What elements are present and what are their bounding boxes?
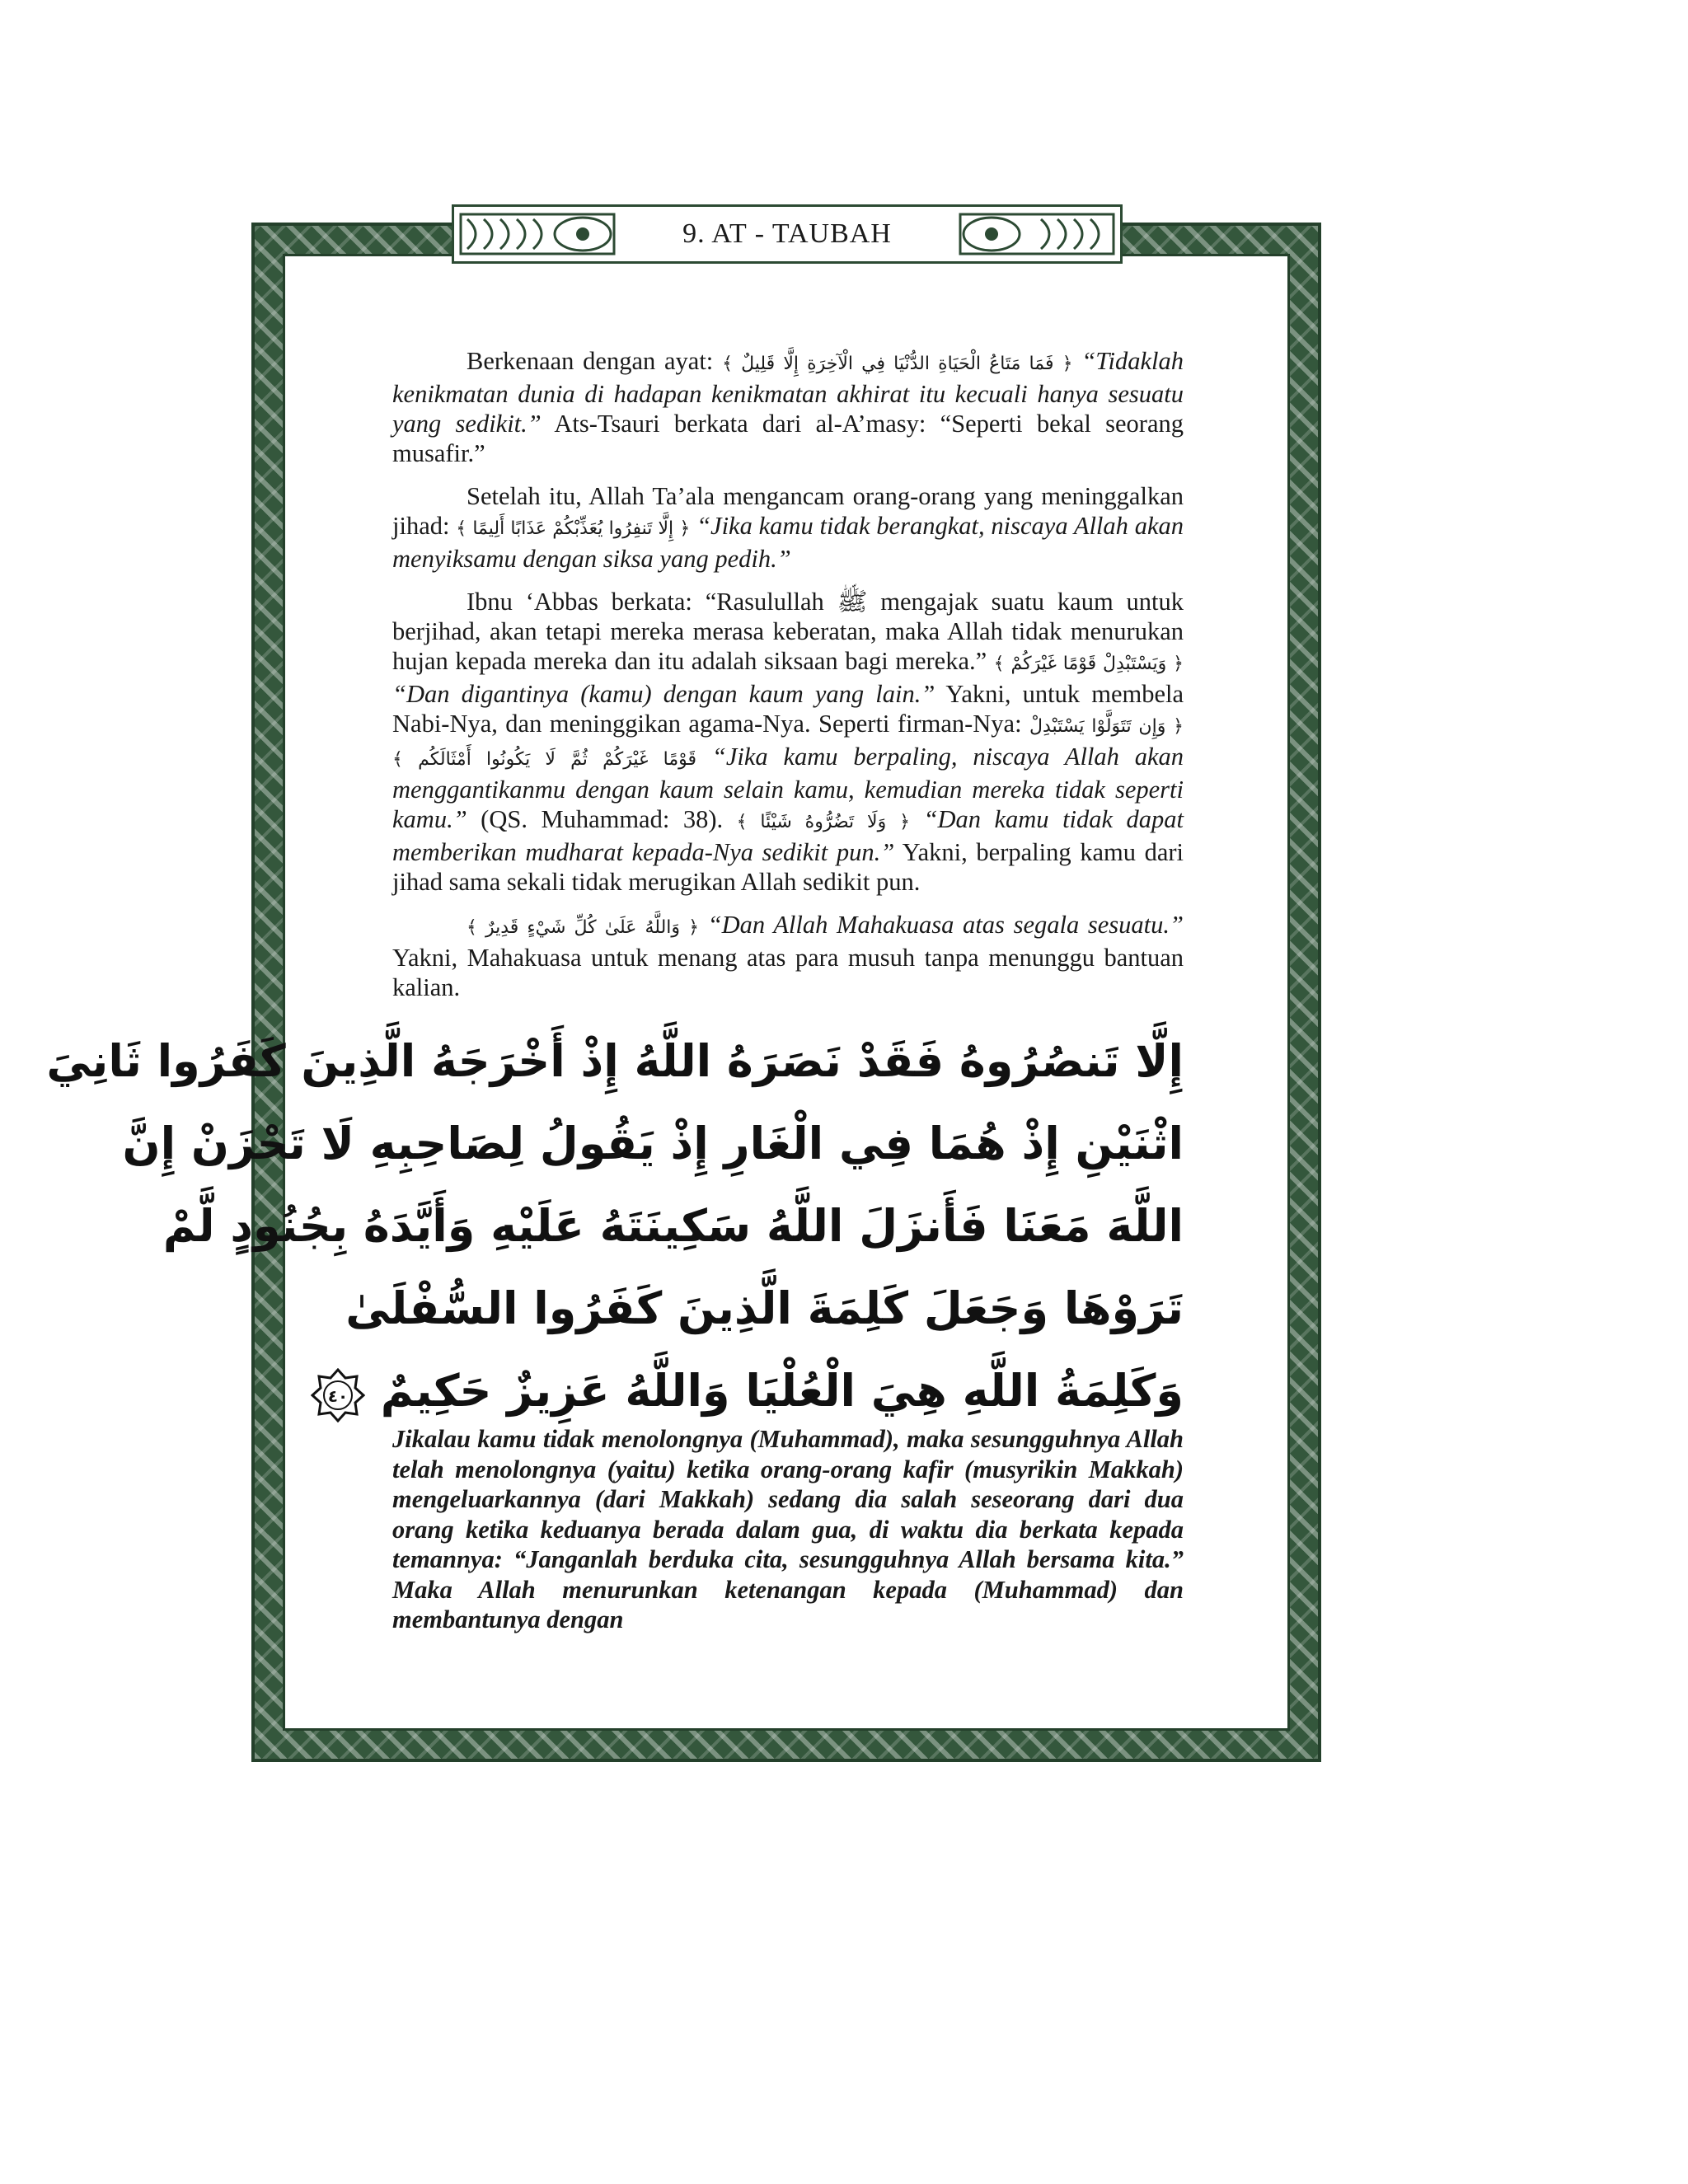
arabic-quote: ﴿ وَيَسْتَبْدِلْ قَوْمًا غَيْرَكُمْ ﴾	[993, 654, 1184, 674]
arabic-quote: ﴿ إِلَّا تَنفِرُوا يُعَذِّبْكُمْ عَذَابًا أَلِيمًا ﴾	[456, 518, 691, 539]
paragraph: Setelah itu, Allah Ta’ala mengancam orang-orang yang meninggalkan jihad: ﴿ إِلَّا تَنفِرُوا يُعَذِّبْكُمْ عَذَابًا أَلِيمًا ﴾ “Jika kamu tidak berangkat, niscaya Allah akan menyiksamu dengan siksa yang pedih.”	[392, 482, 1184, 573]
arabic-quote: ﴿ وَاللَّهُ عَلَىٰ كُلِّ شَيْءٍ قَدِيرٌ ﴾	[467, 917, 699, 938]
arabic-quote: ﴿ وَلَا تَضُرُّوهُ شَيْئًا ﴾	[736, 812, 910, 832]
verse-translation: Jikalau kamu tidak menolongnya (Muhammad), maka sesungguhnya Allah telah menolongnya (yaitu) ketika orang-orang kafir (musyrikin Makkah) mengeluarkannya (dari Makkah) sedang dia salah seseorang dari dua orang ketika keduanya berada dalam gua, di waktu dia berkata kepada temannya: “Janganlah berduka cita, sesungguhnya Allah bersama kita.” Maka Allah menurunkan ketenangan kepada (Muhammad) dan membantunya dengan	[392, 1425, 1184, 1633]
ayah-number-rosette-icon	[311, 1366, 365, 1421]
ayah-number: ٤٠	[327, 1386, 349, 1407]
arabic-quote: ﴿ وَإِن تَتَوَلَّوْا يَسْتَبْدِلْ قَوْمًا غَيْرَكُمْ ثُمَّ لَا يَكُونُوا أَمْثَالَكُم ﴾	[392, 716, 1184, 770]
arabesque-ornament-icon	[459, 211, 616, 257]
surah-title: 9. AT - TAUBAH	[682, 218, 892, 249]
verse-line: اثْنَيْنِ إِذْ هُمَا فِي الْغَارِ إِذْ يَقُولُ لِصَاحِبِهِ لَا تَحْزَنْ إِنَّ	[122, 1118, 1184, 1169]
verse-line: اللَّهَ مَعَنَا فَأَنزَلَ اللَّهُ سَكِينَتَهُ عَلَيْهِ وَأَيَّدَهُ بِجُنُودٍ لَّمْ	[162, 1200, 1184, 1252]
commentary-text	[392, 346, 1184, 1015]
arabesque-ornament-icon	[959, 211, 1115, 257]
arabic-quote: ﴿ فَمَا مَتَاعُ الْحَيَاةِ الدُّنْيَا فِي الْآخِرَةِ إِلَّا قَلِيلٌ ﴾	[722, 354, 1073, 374]
verse-line-last: وَكَلِمَةُ اللَّهِ هِيَ الْعُلْيَا وَاللَّهُ عَزِيزٌ حَكِيمٌ ٤٠	[392, 1350, 1184, 1432]
surah-header	[452, 204, 1123, 264]
paragraph: ﴿ وَاللَّهُ عَلَىٰ كُلِّ شَيْءٍ قَدِيرٌ ﴾ “Dan Allah Mahakuasa atas segala sesuatu.” Yakni, Mahakuasa untuk menang atas para musuh tanpa menunggu bantuan kalian.	[392, 911, 1184, 1001]
quran-verse	[46, 1020, 1184, 1432]
verse-line: إِلَّا تَنصُرُوهُ فَقَدْ نَصَرَهُ اللَّهُ إِذْ أَخْرَجَهُ الَّذِينَ كَفَرُوا ثَانِيَ	[46, 1035, 1184, 1087]
paragraph: Ibnu ‘Abbas berkata: “Rasulullah ﷺ mengajak suatu kaum untuk berjihad, akan tetapi mereka merasa keberatan, maka Allah tidak menurukan hujan kepada mereka dan itu adalah siksaan bagi mereka.” ﴿ وَيَسْتَبْدِلْ قَوْمًا غَيْرَكُمْ ﴾ “Dan digantinya (kamu) dengan kaum yang lain.” Yakni, untuk membela Nabi-Nya, dan meninggikan agama-Nya. Seperti firman-Nya: ﴿ وَإِن تَتَوَلَّوْا يَسْتَبْدِلْ قَوْمًا غَيْرَكُمْ ثُمَّ لَا يَكُونُوا أَمْثَالَكُم ﴾ “Jika kamu berpaling, niscaya Allah akan menggantikanmu dengan kaum selain kamu, kemudian mereka tidak seperti kamu.” (QS. Muhammad: 38). ﴿ وَلَا تَضُرُّوهُ شَيْئًا ﴾ “Dan kamu tidak dapat memberikan mudharat kepada-Nya sedikit pun.” Yakni, berpaling kamu dari jihad sama sekali tidak merugikan Allah sedikit pun.	[392, 588, 1184, 896]
paragraph: Berkenaan dengan ayat: ﴿ فَمَا مَتَاعُ الْحَيَاةِ الدُّنْيَا فِي الْآخِرَةِ إِلَّا قَلِيلٌ ﴾ “Tidaklah kenikmatan dunia di hadapan kenikmatan akhirat itu kecuali hanya sesuatu yang sedikit.” Ats-Tsauri berkata dari al-A’masy: “Seperti bekal seorang musafir.”	[392, 347, 1184, 467]
verse-line: تَرَوْهَا وَجَعَلَ كَلِمَةَ الَّذِينَ كَفَرُوا السُّفْلَىٰ	[345, 1282, 1184, 1334]
